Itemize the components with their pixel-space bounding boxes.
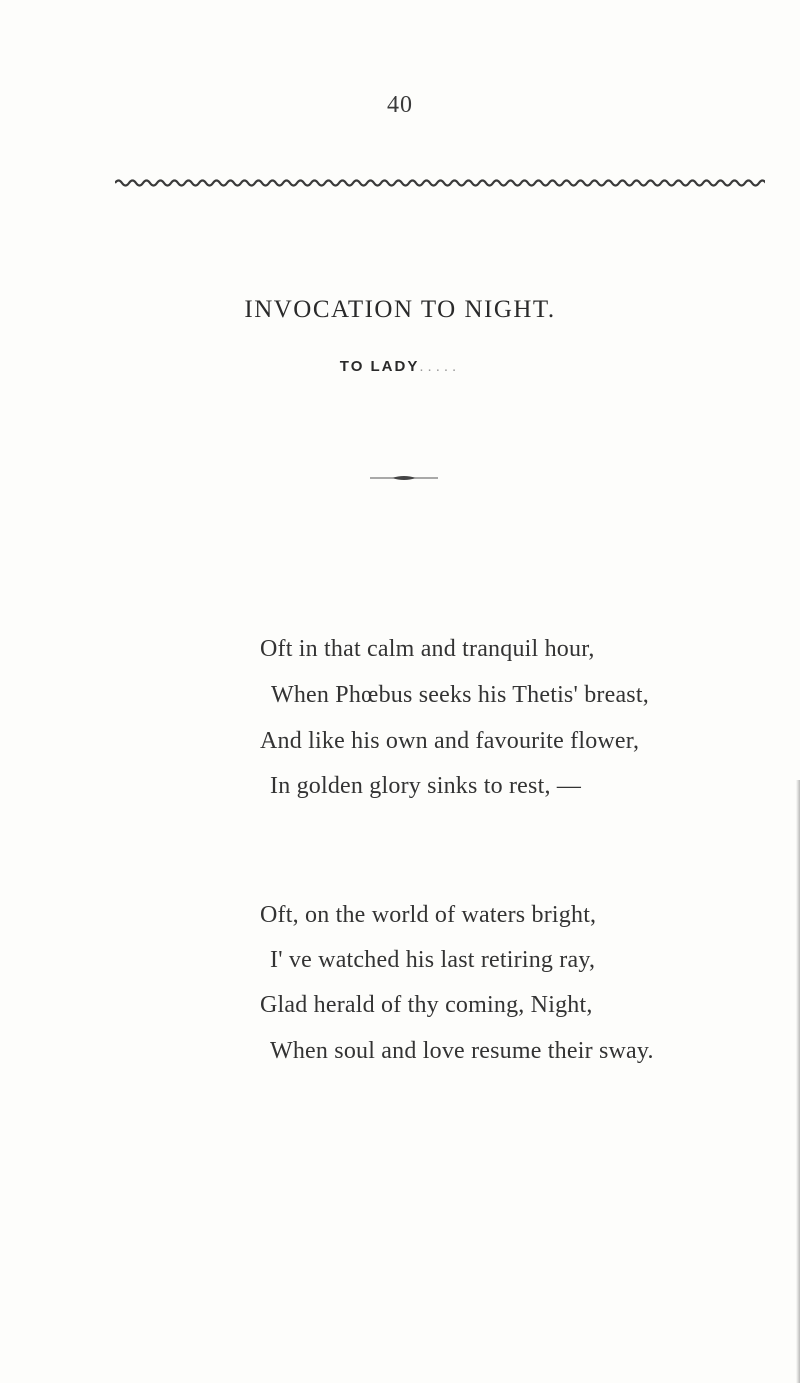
verse-line: I' ve watched his last retiring ray,	[270, 947, 596, 973]
verse-line: Oft, on the world of waters bright,	[260, 902, 597, 928]
verse-line: Glad herald of thy coming, Night,	[260, 992, 593, 1018]
verse-line: When Phœbus seeks his Thetis' breast,	[271, 682, 649, 708]
decorative-rule	[370, 474, 438, 482]
verse-line: When soul and love resume their sway.	[270, 1038, 654, 1064]
dedication-dots: .....	[419, 358, 461, 375]
page-edge-shadow	[796, 780, 800, 1383]
dedication-text: TO LADY	[339, 358, 420, 375]
poem-dedication	[0, 358, 800, 375]
verse-line: And like his own and favourite flower,	[260, 728, 640, 754]
page-number: 40	[387, 92, 413, 118]
verse-line: Oft in that calm and tranquil hour,	[260, 636, 595, 662]
poem-title: INVOCATION TO NIGHT.	[244, 296, 556, 323]
verse-line: In golden glory sinks to rest, —	[270, 773, 582, 799]
wavy-ornament-divider	[115, 177, 765, 189]
